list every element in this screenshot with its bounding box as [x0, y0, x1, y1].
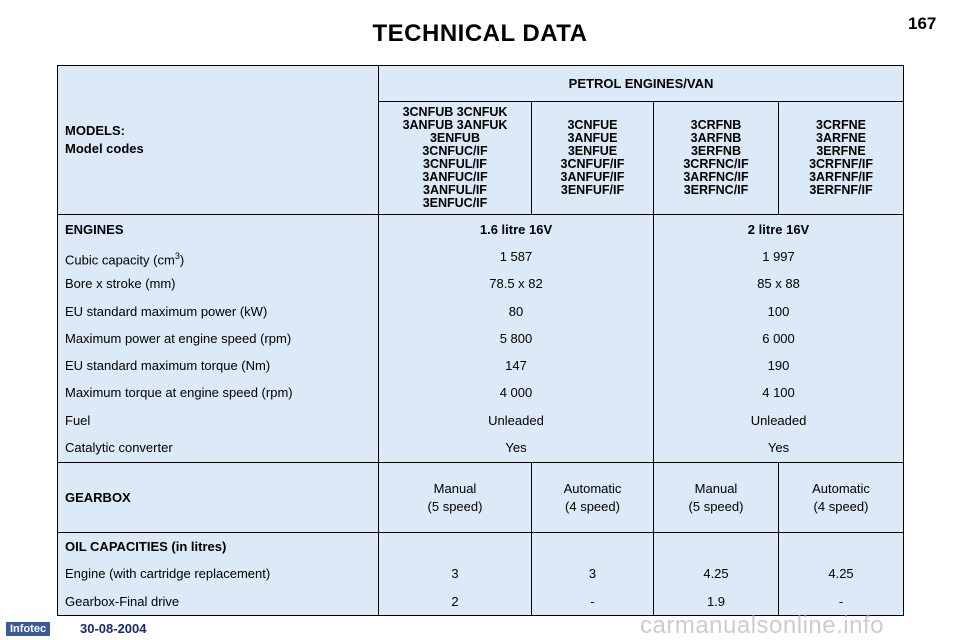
- spec-value: 190: [767, 358, 790, 374]
- cubic-label-close: ): [179, 252, 185, 268]
- engine-2-0-values: [654, 215, 904, 463]
- model-code: 3ENFUE: [567, 144, 618, 158]
- model-codes-col-3: [654, 102, 779, 215]
- gearbox-type: Automatic: [812, 480, 870, 496]
- spec-value: 1 997: [762, 248, 795, 264]
- cubic-capacity-label: [65, 243, 378, 270]
- oil-gearbox-label: Gearbox-Final drive: [65, 593, 180, 609]
- oil-labels-cell: [58, 533, 379, 616]
- gearbox-col-2: [532, 463, 654, 533]
- spec-label: EU standard maximum power (kW): [65, 303, 268, 319]
- spec-value: 5 800: [499, 330, 533, 346]
- spec-label: Fuel: [65, 412, 91, 428]
- model-code: 3ANFUF/IF: [560, 170, 625, 184]
- spec-value: 100: [767, 303, 790, 319]
- cubic-label-sup: 3: [174, 250, 180, 261]
- gearbox-type: Manual: [694, 480, 738, 496]
- gearbox-speed: (5 speed): [688, 498, 744, 514]
- oil-capacities-header: OIL CAPACITIES (in litres): [65, 539, 227, 555]
- oil-value: 2: [451, 593, 459, 609]
- gearbox-row: [58, 463, 904, 533]
- model-code: 3ARFNC/IF: [683, 170, 749, 184]
- model-code: 3ANFUE: [567, 131, 618, 145]
- footer-date: 30-08-2004: [80, 621, 147, 636]
- gearbox-col-4: [779, 463, 904, 533]
- model-code: 3ENFUC/IF: [422, 196, 488, 210]
- spec-value: Yes: [505, 440, 527, 456]
- model-code: 3ANFUL/IF: [423, 183, 487, 197]
- engines-labels-cell: [58, 215, 379, 463]
- spec-value: 80: [508, 303, 524, 319]
- gearbox-type: Manual: [433, 480, 477, 496]
- oil-col-3: [654, 533, 779, 616]
- model-code: 3CRFNF/IF: [809, 157, 873, 171]
- model-codes-label: Model codes: [65, 141, 144, 156]
- model-code: 3CNFUF/IF: [560, 157, 625, 171]
- oil-engine-label: Engine (with cartridge replacement): [65, 566, 271, 582]
- infotec-logo: Infotec: [6, 622, 50, 636]
- model-code: 3CRFNC/IF: [683, 157, 749, 171]
- engines-row: [58, 215, 904, 463]
- watermark: carmanualsonline.info: [640, 612, 884, 639]
- gearbox-speed: (4 speed): [565, 498, 620, 514]
- gearbox-speed: (4 speed): [813, 498, 869, 514]
- engine-1-6-values: [379, 215, 654, 463]
- model-code: 3ANFUC/IF: [422, 170, 488, 184]
- oil-value: 3: [588, 566, 597, 582]
- spec-label: Maximum torque at engine speed (rpm): [65, 385, 293, 401]
- gearbox-label: GEARBOX: [58, 463, 379, 533]
- model-code: 3ENFUB: [429, 131, 480, 145]
- model-code: 3ERFNB: [690, 144, 741, 158]
- models-header-row: [58, 66, 904, 102]
- gearbox-speed: (5 speed): [427, 498, 483, 514]
- page-number: 167: [908, 14, 937, 33]
- oil-capacities-row: [58, 533, 904, 616]
- gearbox-col-1: [379, 463, 532, 533]
- oil-value: 1.9: [706, 593, 726, 609]
- model-code: 3ERFNF/IF: [809, 183, 873, 197]
- model-code: 3CNFUL/IF: [423, 157, 487, 171]
- engines-header: ENGINES: [65, 221, 124, 237]
- model-codes-col-2: [532, 102, 654, 215]
- spec-value: 147: [505, 358, 527, 374]
- oil-col-4: [779, 533, 904, 616]
- oil-value: -: [590, 593, 595, 609]
- gearbox-col-3: [654, 463, 779, 533]
- model-code: 3ENFUF/IF: [560, 183, 625, 197]
- cubic-label-text: Cubic capacity (cm: [65, 252, 175, 268]
- oil-col-2: [532, 533, 654, 616]
- model-code: 3CNFUE: [567, 118, 618, 132]
- engine-2-0-header: 2 litre 16V: [747, 221, 810, 237]
- model-code: 3ARFNE: [816, 131, 867, 145]
- model-code: 3ARFNB: [690, 131, 742, 145]
- spec-value: 85 x 88: [757, 276, 800, 292]
- spec-value: 1 587: [499, 248, 533, 264]
- oil-value: 4.25: [703, 566, 729, 582]
- engine-1-6-header: 1.6 litre 16V: [479, 221, 553, 237]
- oil-col-1: [379, 533, 532, 616]
- model-code: 3CRFNE: [816, 118, 867, 132]
- models-label-cell: [58, 66, 379, 215]
- oil-value: -: [838, 593, 844, 609]
- oil-value: 3: [451, 566, 459, 582]
- spec-value: 6 000: [762, 330, 795, 346]
- spec-value: Yes: [767, 440, 790, 456]
- spec-value: 4 000: [499, 385, 533, 401]
- petrol-engines-header: PETROL ENGINES/VAN: [379, 66, 904, 102]
- oil-value: 4.25: [828, 566, 854, 582]
- model-code: 3ANFUB 3ANFUK: [402, 118, 508, 132]
- gearbox-type: Automatic: [563, 480, 622, 496]
- model-code: 3CRFNB: [690, 118, 742, 132]
- technical-data-table: [57, 65, 904, 616]
- spec-label: Bore x stroke (mm): [65, 276, 176, 292]
- model-code: 3CNFUB 3CNFUK: [402, 105, 508, 119]
- spec-label: EU standard maximum torque (Nm): [65, 358, 271, 374]
- spec-label: Catalytic converter: [65, 440, 173, 456]
- spec-value: Unleaded: [750, 412, 807, 428]
- spec-value: Unleaded: [488, 412, 544, 428]
- models-label: MODELS:: [65, 123, 125, 138]
- model-code: 3ERFNE: [816, 144, 866, 158]
- model-codes-col-4: [779, 102, 904, 215]
- model-codes-col-1: [379, 102, 532, 215]
- spec-label: Maximum power at engine speed (rpm): [65, 330, 292, 346]
- model-code: 3ERFNC/IF: [683, 183, 749, 197]
- spec-value: 4 100: [762, 385, 795, 401]
- page-title: TECHNICAL DATA: [372, 20, 588, 47]
- spec-value: 78.5 x 82: [489, 276, 543, 292]
- model-code: 3ARFNF/IF: [809, 170, 873, 184]
- model-code: 3CNFUC/IF: [422, 144, 488, 158]
